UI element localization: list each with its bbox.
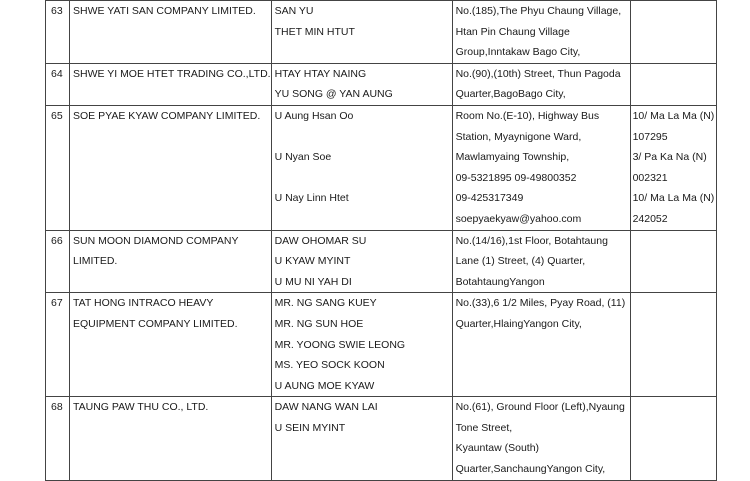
row-number-cell xyxy=(46,397,70,480)
row-number-cell xyxy=(46,63,70,105)
blank-line xyxy=(631,42,716,63)
address-cell xyxy=(452,293,630,397)
blank-line xyxy=(46,188,69,209)
blank-line xyxy=(70,168,271,189)
address-line: Mawlamyaing Township, xyxy=(455,151,570,164)
blank-line xyxy=(70,127,271,148)
company-name-line: TAT HONG INTRACO HEAVY xyxy=(73,297,214,310)
address-cell xyxy=(452,1,630,64)
blank-line xyxy=(70,209,271,230)
blank-line xyxy=(46,335,69,356)
blank-line xyxy=(70,272,271,293)
registration-cell xyxy=(630,1,716,64)
address-line: No.(185),The Phyu Chaung Village, xyxy=(455,5,622,17)
blank-line xyxy=(46,314,69,335)
registration-line: 10/ Ma La Ma (N) xyxy=(632,109,715,122)
row-number-cell xyxy=(46,293,70,397)
blank-line xyxy=(46,22,69,43)
blank-line xyxy=(46,42,69,63)
blank-line xyxy=(631,314,716,335)
registration-cell xyxy=(630,105,716,230)
blank-line xyxy=(46,376,69,397)
blank-line xyxy=(453,355,630,376)
registration-cell xyxy=(630,230,716,293)
persons-cell xyxy=(271,63,452,105)
persons-cell xyxy=(271,105,452,230)
blank-line xyxy=(272,459,452,480)
blank-line xyxy=(46,272,69,293)
address-line: No.(90),(10th) Street, Thun Pagoda xyxy=(455,67,621,80)
persons-line: THET MIN HTUT xyxy=(274,25,355,38)
persons-cell xyxy=(271,1,452,64)
address-cell xyxy=(452,105,630,230)
company-name-line: SOE PYAE KYAW COMPANY LIMITED. xyxy=(73,109,261,122)
registration-cell xyxy=(630,293,716,397)
registration-line: 107295 xyxy=(632,130,668,143)
registration-line: 242052 xyxy=(632,212,668,225)
persons-line: MS. YEO SOCK KOON xyxy=(274,359,385,372)
persons-line: DAW OHOMAR SU xyxy=(274,234,367,247)
company-name-cell xyxy=(70,230,272,293)
blank-line xyxy=(631,397,716,418)
company-name-line: LIMITED. xyxy=(73,255,118,268)
blank-line xyxy=(46,459,69,480)
blank-line xyxy=(70,188,271,209)
row-number-line: 66 xyxy=(51,234,63,247)
blank-line xyxy=(631,22,716,43)
address-line: No.(61), Ground Floor (Left),Nyaung xyxy=(455,401,625,414)
address-line: soepyaekyaw@yahoo.com xyxy=(455,212,582,225)
persons-line xyxy=(272,127,452,148)
persons-line: U Nyan Soe xyxy=(274,151,332,164)
company-registry-table xyxy=(45,0,717,481)
company-name-cell xyxy=(70,293,272,397)
blank-line xyxy=(46,84,69,105)
persons-cell xyxy=(271,397,452,480)
row-number-cell xyxy=(46,1,70,64)
company-name-line: TAUNG PAW THU CO., LTD. xyxy=(73,401,209,414)
persons-line: U KYAW MYINT xyxy=(274,255,351,268)
blank-line xyxy=(46,209,69,230)
persons-cell xyxy=(271,293,452,397)
blank-line xyxy=(631,231,716,252)
address-line: Lane (1) Street, (4) Quarter, xyxy=(455,255,586,268)
persons-line: U SEIN MYINT xyxy=(274,421,346,434)
address-line: Tone Street, xyxy=(455,421,513,434)
persons-line xyxy=(272,168,452,189)
address-line: 09-5321895 09-49800352 xyxy=(455,171,577,184)
address-line: Quarter,BagoBago City, xyxy=(455,88,566,101)
blank-line xyxy=(70,335,271,356)
persons-line: MR. YOONG SWIE LEONG xyxy=(274,338,406,351)
address-line: No.(14/16),1st Floor, Botahtaung xyxy=(455,234,608,247)
persons-line: MR. NG SANG KUEY xyxy=(274,297,377,310)
blank-line xyxy=(46,147,69,168)
row-number-cell xyxy=(46,105,70,230)
row-number-line: 64 xyxy=(51,67,63,80)
blank-line xyxy=(70,355,271,376)
company-name-line: SHWE YI MOE HTET TRADING CO.,LTD. xyxy=(73,67,271,80)
blank-line xyxy=(70,376,271,397)
registration-line: 10/ Ma La Ma (N) xyxy=(632,192,715,205)
registration-cell xyxy=(630,397,716,480)
persons-line: SAN YU xyxy=(274,5,314,17)
row-number-line: 65 xyxy=(51,109,63,122)
persons-line: U Nay Linn Htet xyxy=(274,192,349,205)
blank-line xyxy=(46,438,69,459)
table-row xyxy=(46,397,717,480)
persons-line: YU SONG @ YAN AUNG xyxy=(274,88,393,101)
row-number-line: 63 xyxy=(51,5,63,17)
blank-line xyxy=(631,438,716,459)
address-line: No.(33),6 1/2 Miles, Pyay Road, (11) xyxy=(455,297,626,310)
company-name-line: EQUIPMENT COMPANY LIMITED. xyxy=(73,317,238,330)
persons-line: U AUNG MOE KYAW xyxy=(274,379,375,392)
address-line: Room No.(E-10), Highway Bus xyxy=(455,109,600,122)
table-row xyxy=(46,63,717,105)
blank-line xyxy=(631,376,716,397)
blank-line xyxy=(631,335,716,356)
company-name-line: SHWE YATI SAN COMPANY LIMITED. xyxy=(73,5,256,17)
address-line: BotahtaungYangon xyxy=(455,275,545,288)
blank-line xyxy=(272,438,452,459)
address-cell xyxy=(452,397,630,480)
address-line: 09-425317349 xyxy=(455,192,524,205)
blank-line xyxy=(46,251,69,272)
blank-line xyxy=(631,459,716,480)
registration-cell xyxy=(630,63,716,105)
address-line: Quarter,SanchaungYangon City, xyxy=(455,463,606,476)
blank-line xyxy=(70,22,271,43)
row-number-line: 67 xyxy=(51,297,63,310)
persons-line: U MU NI YAH DI xyxy=(274,275,352,288)
blank-line xyxy=(453,335,630,356)
blank-line xyxy=(631,355,716,376)
blank-line xyxy=(70,459,271,480)
blank-line xyxy=(46,355,69,376)
blank-line xyxy=(272,42,452,63)
table-row xyxy=(46,293,717,397)
blank-line xyxy=(46,418,69,439)
company-name-cell xyxy=(70,63,272,105)
blank-line xyxy=(70,418,271,439)
persons-line: U Aung Hsan Oo xyxy=(274,109,354,122)
blank-line xyxy=(631,1,716,22)
address-line: Htan Pin Chaung Village xyxy=(455,25,570,38)
table-row xyxy=(46,105,717,230)
blank-line xyxy=(46,168,69,189)
blank-line xyxy=(453,376,630,397)
blank-line xyxy=(70,42,271,63)
table-body xyxy=(46,1,717,481)
row-number-line: 68 xyxy=(51,401,63,414)
address-line: Quarter,HlaingYangon City, xyxy=(455,317,582,330)
address-line: Kyauntaw (South) xyxy=(455,442,540,455)
address-cell xyxy=(452,63,630,105)
address-line: Station, Myaynigone Ward, xyxy=(455,130,582,143)
persons-line: MR. NG SUN HOE xyxy=(274,317,364,330)
blank-line xyxy=(46,127,69,148)
blank-line xyxy=(631,251,716,272)
blank-line xyxy=(70,84,271,105)
blank-line xyxy=(70,147,271,168)
blank-line xyxy=(631,272,716,293)
address-line: Group,Inntakaw Bago City, xyxy=(455,46,581,59)
blank-line xyxy=(631,84,716,105)
registration-line: 3/ Pa Ka Na (N) xyxy=(632,151,707,164)
blank-line xyxy=(70,438,271,459)
company-name-cell xyxy=(70,105,272,230)
company-name-line: SUN MOON DIAMOND COMPANY xyxy=(73,234,239,247)
registration-line: 002321 xyxy=(632,171,668,184)
company-name-cell xyxy=(70,397,272,480)
table-row xyxy=(46,230,717,293)
persons-line: HTAY HTAY NAING xyxy=(274,67,367,80)
company-name-cell xyxy=(70,1,272,64)
persons-line: DAW NANG WAN LAI xyxy=(274,401,378,414)
blank-line xyxy=(631,293,716,314)
persons-line xyxy=(272,209,452,230)
blank-line xyxy=(631,418,716,439)
address-cell xyxy=(452,230,630,293)
row-number-cell xyxy=(46,230,70,293)
persons-cell xyxy=(271,230,452,293)
blank-line xyxy=(631,64,716,85)
table-row xyxy=(46,1,717,64)
